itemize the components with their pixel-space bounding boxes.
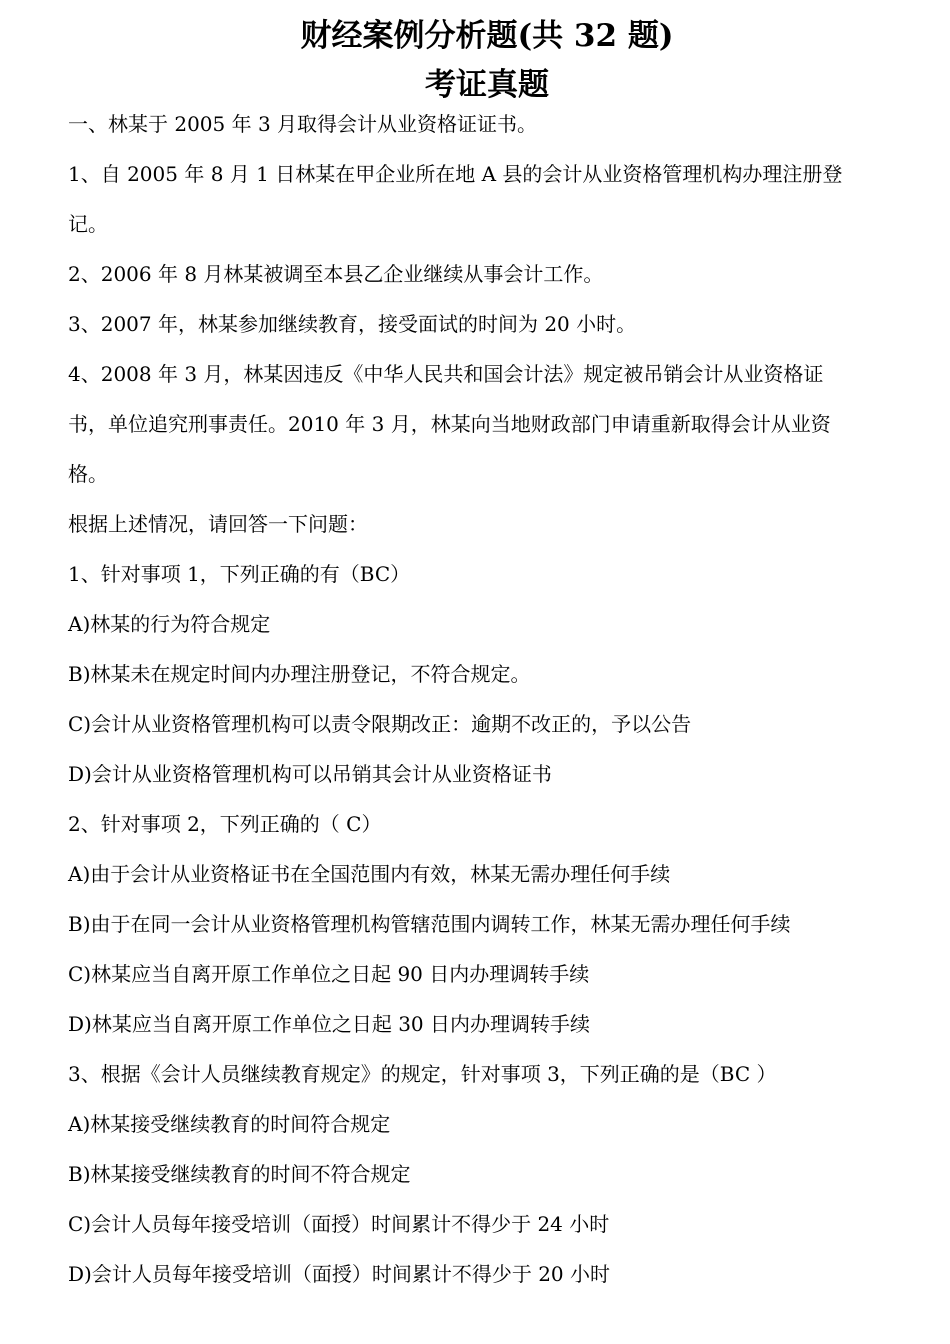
paragraph-line: 3、2007 年，林某参加继续教育，接受面试的时间为 20 小时。: [68, 312, 637, 336]
option-line: D)会计人员每年接受培训（面授）时间累计不得少于 20 小时: [68, 1262, 611, 1286]
paragraph-line: 一、林某于 2005 年 3 月取得会计从业资格证证书。: [68, 112, 538, 136]
option-line: A)由于会计从业资格证书在全国范围内有效，林某无需办理任何手续: [68, 862, 671, 886]
question-line: 3、根据《会计人员继续教育规定》的规定，针对事项 3，下列正确的是（BC ）: [68, 1062, 777, 1086]
document-body: [68, 112, 906, 1286]
option-line: C)会计人员每年接受培训（面授）时间累计不得少于 24 小时: [68, 1212, 610, 1236]
option-line: C)会计从业资格管理机构可以责令限期改正：逾期不改正的，予以公告: [68, 712, 692, 736]
option-line: B)林某接受继续教育的时间不符合规定: [68, 1162, 411, 1186]
paragraph-line: 2、2006 年 8 月林某被调至本县乙企业继续从事会计工作。: [68, 262, 604, 286]
paragraph-line: 记。: [68, 212, 108, 236]
option-line: B)林某未在规定时间内办理注册登记，不符合规定。: [68, 662, 531, 686]
option-line: A)林某的行为符合规定: [68, 612, 271, 636]
paragraph-line: 格。: [68, 462, 108, 486]
paragraph-line: 根据上述情况，请回答一下问题：: [68, 512, 368, 536]
paragraph-line: 书，单位追究刑事责任。2010 年 3 月，林某向当地财政部门申请重新取得会计从业资: [68, 412, 831, 436]
document-title: 财经案例分析题(共 32 题): [300, 18, 674, 54]
option-line: C)林某应当自离开原工作单位之日起 90 日内办理调转手续: [68, 962, 590, 986]
question-line: 1、针对事项 1，下列正确的有（BC）: [68, 562, 411, 586]
document-subtitle: 考证真题: [425, 67, 549, 103]
option-line: D)林某应当自离开原工作单位之日起 30 日内办理调转手续: [68, 1012, 591, 1036]
paragraph-line: 4、2008 年 3 月，林某因违反《中华人民共和国会计法》规定被吊销会计从业资格证: [68, 362, 824, 386]
option-line: A)林某接受继续教育的时间符合规定: [68, 1112, 391, 1136]
option-line: B)由于在同一会计从业资格管理机构管辖范围内调转工作，林某无需办理任何手续: [68, 912, 791, 936]
option-line: D)会计从业资格管理机构可以吊销其会计从业资格证书: [68, 762, 552, 786]
question-line: 2、针对事项 2，下列正确的（ C）: [68, 812, 382, 836]
paragraph-line: 1、自 2005 年 8 月 1 日林某在甲企业所在地 A 县的会计从业资格管理机构办理注册登: [68, 162, 843, 186]
